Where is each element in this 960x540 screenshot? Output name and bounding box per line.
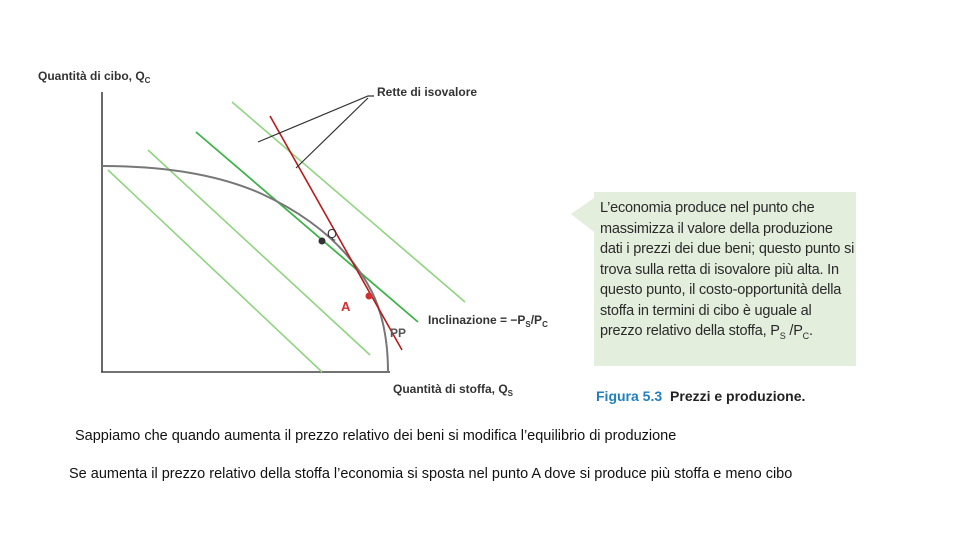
caption-line-2: Se aumenta il prezzo relativo della stoffa l’economia si sposta nel punto A dove si produce più stoffa e meno cibo (69, 466, 793, 482)
production-frontier-curve (102, 166, 388, 372)
figure-caption (596, 388, 805, 404)
figure-number: Figura 5.3 (596, 388, 663, 404)
isovalue-label: Rette di isovalore (377, 85, 478, 99)
isovalue-pointer-lower (296, 98, 368, 168)
point-q-label: Q (327, 226, 338, 241)
callout-pointer (571, 198, 594, 232)
y-axis-label: Quantità di cibo, $Q_C$ (38, 69, 151, 85)
point-q-marker (319, 238, 326, 245)
callout-text: L’economia produce nel punto che massimizza il valore della produzione dati i prezzi dei due beni; questo punto si trova sulla retta di isovalore più alta. In questo punto, il costo-opportunità della stoffa in termini di cibo è uguale al prezzo relativo della stoffa, $P_S$ $/P_C$. (600, 200, 855, 341)
point-a-marker (366, 293, 373, 300)
figure-title: Prezzi e produzione. (670, 388, 806, 404)
isovalue-line-4 (232, 102, 465, 302)
curve-label: PP (390, 326, 407, 340)
slope-label: Inclinazione = $-P_S/P_C$ (428, 313, 548, 329)
caption-line-1: Sappiamo che quando aumenta il prezzo relativo dei beni si modifica l’equilibrio di produzione (75, 428, 677, 444)
x-axis-label: Quantità di stoffa, $Q_S$ (393, 382, 514, 398)
point-a-label: A (341, 299, 351, 314)
isovalue-line-1 (108, 170, 322, 372)
isovalue-pointer-upper (258, 96, 374, 142)
isovalue-line-highest (196, 132, 418, 322)
